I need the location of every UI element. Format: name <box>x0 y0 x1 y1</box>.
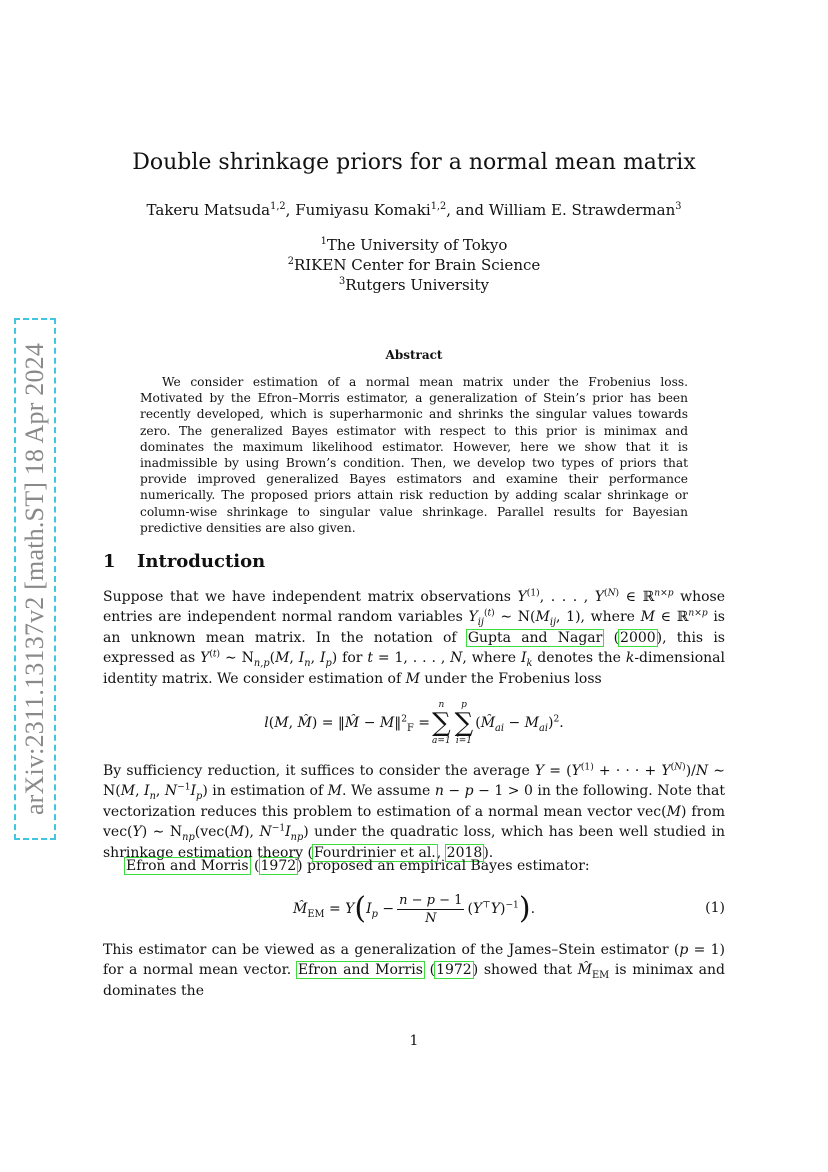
section-title: Introduction <box>137 551 266 572</box>
affiliation-name: The University of Tokyo <box>326 236 508 254</box>
affiliation-sup: 1 <box>320 236 327 247</box>
affiliation-name: RIKEN Center for Brain Science <box>293 256 541 274</box>
author-name: Fumiyasu Komaki <box>295 201 431 219</box>
citation-link[interactable]: Efron and Morris <box>126 858 249 874</box>
abstract-text: We consider estimation of a normal mean matrix under the Frobenius loss. Motivated by the Efron–Morris estimator, a generalization of Stein’s prior has been recently developed, which is superharmonic and shrinks the singular values towards zero. The generalized Bayes estimator with respect to this prior is minimax and dominates the maximum likelihood estimator. However, here we show that it is inadmissible by using Brown’s condition. Then, we develop two types of priors that provide improved generalized Bayes estimators and examine their performance numerically. The proposed priors attain risk reduction by adding scalar shrinkage or column-wise shrinkage to singular value shrinkage. Parallel results for Bayesian predictive densities are also given. <box>140 375 688 535</box>
intro-paragraph-3: Efron and Morris (1972) proposed an empirical Bayes estimator: <box>126 858 590 874</box>
affiliation-list <box>0 235 828 295</box>
page-number: 1 <box>409 1033 419 1049</box>
citation-year-link[interactable]: 1972 <box>436 962 472 979</box>
intro-paragraph-2: By sufficiency reduction, it suffices to consider the average $Y = (Y^{(1)}$ + · · · + $Y^{(N)})/N$ ∼ N(M, $I_n$, $N^{-1}I_p$) in estimation of M. We assume n − p − 1 > 0 in the following. Note that vectorization reduces this problem to estimation of a normal mean vector vec(M) from vec(Y) ∼ $N_{np}(vec(M)$, $N^{-1}I_{np}$) under the quadratic loss, which has been well studied in shrinkage estimation theory (Fourdrinier et al., 2018). <box>103 762 726 861</box>
affiliation <box>0 235 828 255</box>
equation-number: (1) <box>705 900 725 916</box>
intro-paragraph-1: Suppose that we have independent matrix observations $Y^{(1)}$, . . . , $Y^{(N)}$ ∈ ℝ$^{n\times p}$ whose entries are independent normal random variables $Y_{ij}^{(t)}$ ∼ $N(M_{ij}$, 1), where M ∈ ℝ$^{n\times p}$ is an unknown mean matrix. In the notation of Gupta and Nagar (2000), this is expressed as $Y^{(t)}$ ∼ $N_{n,p}(M$, $I_n$, $I_p$) for t = 1, . . . , N, where $I_k$ denotes the k-dimensional identity matrix. We consider estimation of M under the Frobenius loss <box>103 588 725 687</box>
citation-year-link[interactable]: 1972 <box>260 858 297 874</box>
citation-link[interactable]: Efron and Morris <box>297 962 423 979</box>
affiliation <box>0 255 828 275</box>
author-list: Takeru Matsuda$^{1,2}$, Fumiyasu Komaki$^{1,2}$, and William E. Strawderman$^3$ <box>146 201 682 219</box>
section-heading <box>103 551 265 572</box>
section-number: 1 <box>103 551 116 572</box>
citation-year-link[interactable]: 2000 <box>620 629 656 646</box>
author-affil-sup: 3 <box>675 201 682 212</box>
efron-morris-equation: $M̂_{EM} = Y$ ( $I_p$ − $\frac{n - p - 1}{N}$ $(Y^⊤Y)^{-1}$ ) . (1) <box>292 891 725 926</box>
affiliation <box>0 275 828 295</box>
arxiv-id-text: arXiv:2311.13137v2 [math.ST] 18 Apr 2024 <box>20 342 50 816</box>
arxiv-identifier-stamp <box>14 318 56 840</box>
author-affil-sup: 1,2 <box>270 201 286 212</box>
citation-year-link[interactable]: 2018 <box>446 844 483 861</box>
author-affil-sup: 1,2 <box>430 201 447 212</box>
affiliation-sup: 2 <box>287 256 294 267</box>
paper-title: Double shrinkage priors for a normal mean matrix <box>132 150 696 175</box>
author-name: Takeru Matsuda <box>146 201 271 219</box>
author-name: William E. Strawderman <box>488 201 676 219</box>
citation-link[interactable]: Gupta and Nagar <box>467 629 603 646</box>
affiliation-name: Rutgers University <box>345 276 489 294</box>
intro-paragraph-4: This estimator can be viewed as a generalization of the James–Stein estimator (p = 1) for a normal mean vector. Efron and Morris (1972) showed that $M̂_{EM}$ is minimax and dominates the <box>103 942 725 999</box>
loss-equation: l(M, M̂) = ‖M̂ − M‖$^2_F$ = n ∑ a=1 p ∑ i=1 $(M̂_{ai} - M_{ai})^2$. <box>264 700 564 746</box>
affiliation-sup: 3 <box>339 276 346 287</box>
abstract-heading: Abstract <box>385 348 443 362</box>
citation-link[interactable]: Fourdrinier et al. <box>313 844 436 861</box>
